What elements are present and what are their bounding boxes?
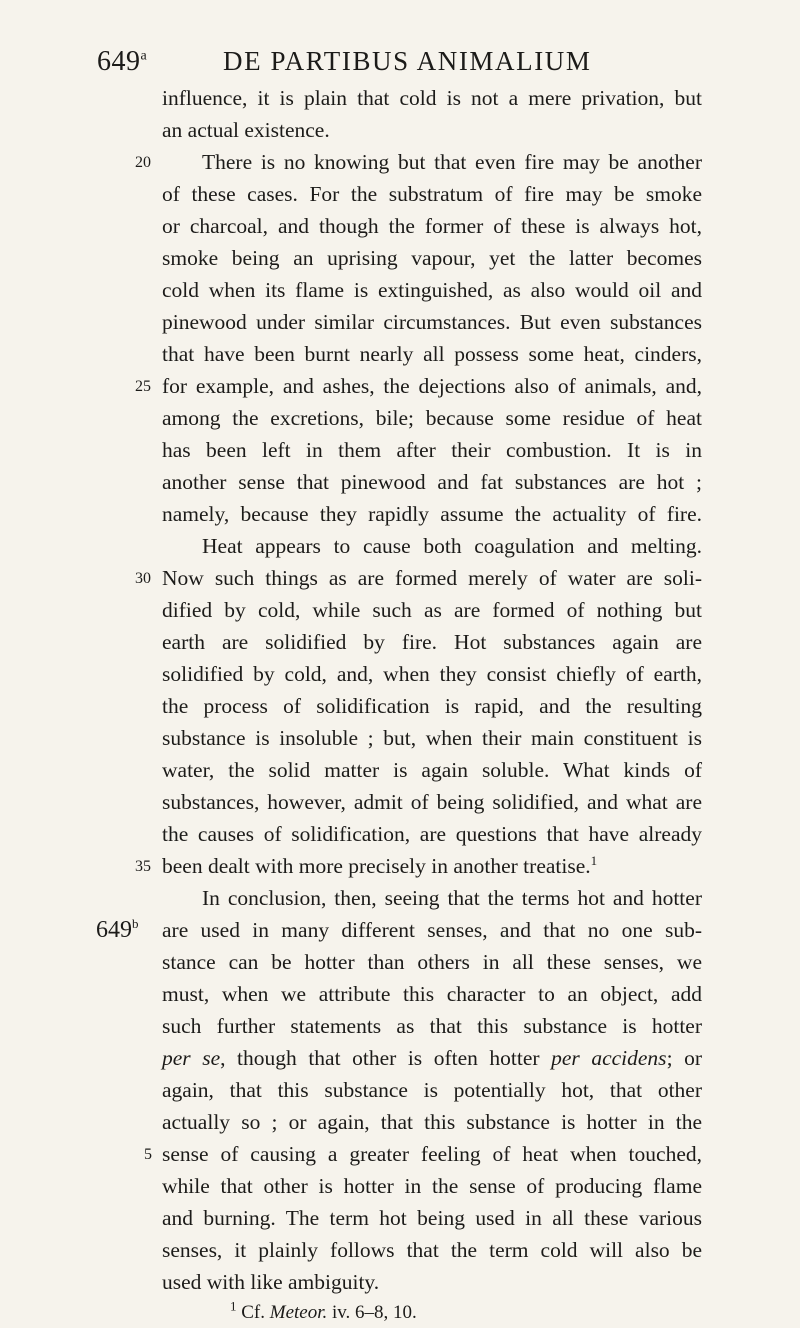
text-line: stance can be hotter than others in all these senses, we [162,950,702,974]
text-line: namely, because they rapidly assume the actuality of fire. [162,502,702,526]
cited-work: Meteor. [269,1302,328,1323]
text-line: 35 been dealt with more precisely in another treatise.$^1$ [0,850,800,882]
text-line: 5 sense of causing a greater feeling of heat when touched, [0,1138,800,1170]
page-number-suffix: a [140,48,148,64]
latin-phrase: per accidens [551,1046,667,1070]
text-line: per se, though that other is often hotter per accidens; or [162,1046,702,1070]
text-line: substances, however, admit of being solidified, and what are [162,790,702,814]
text-line: senses, it plainly follows that the term cold will also be [162,1238,702,1262]
footnote: $^1$ Cf. Meteor. iv. 6–8, 10. [230,1298,417,1323]
text-line: cold when its flame is extinguished, as also would oil and [162,278,702,302]
text-line: while that other is hotter in the sense of producing flame [162,1174,702,1198]
text-line: among the excretions, bile; because some residue of heat [162,406,702,430]
line-number: 25 [135,378,151,395]
text-line: 25 for example, and ashes, the dejections also of animals, and, [0,370,800,402]
text-line: 20 There is no knowing but that even fire may be another [0,146,800,178]
text-line: has been left in them after their combustion. It is in [162,438,702,462]
text-line: that have been burnt nearly all possess some heat, cinders, [162,342,702,366]
body-text [0,82,800,1328]
running-title: DE PARTIBUS ANIMALIUM [223,46,592,76]
footnote-mark: 1 [230,1298,237,1314]
line-number: 35 [135,858,151,875]
text-line: influence, it is plain that cold is not a mere privation, but [162,86,702,110]
text-line: 649$^b$ are used in many different senses, and that no one sub- [0,914,800,946]
text-line: another sense that pinewood and fat substances are hot ; [162,470,702,494]
line-number: 30 [135,570,151,587]
running-head [0,46,800,86]
column-marker-suffix: b [132,916,139,931]
text-line: solidified by cold, and, when they consist chiefly of earth, [162,662,702,686]
text-line: the process of solidification is rapid, and the resulting [162,694,702,718]
text-line: Heat appears to cause both coagulation and melting. [202,534,702,558]
latin-phrase: per se [162,1046,221,1070]
text-line: water, the solid matter is again soluble. What kinds of [162,758,702,782]
text-line: of these cases. For the substratum of fire may be smoke [162,182,702,206]
text-line: substance is insoluble ; but, when their main constituent is [162,726,702,750]
page-number: 649$^a$ [97,46,148,77]
text-line: smoke being an uprising vapour, yet the latter becomes [162,246,702,270]
text-line: pinewood under similar circumstances. But even substances [162,310,702,334]
text-line: used with like ambiguity. [162,1270,380,1294]
text-line: 30 Now such things as are formed merely of water are soli- [0,562,800,594]
line-number: 20 [135,154,151,171]
text-line: actually so ; or again, that this substance is hotter in the [162,1110,702,1134]
text-line: the causes of solidification, are questions that have already [162,822,702,846]
text-line: such further statements as that this substance is hotter [162,1014,702,1038]
text-line: In conclusion, then, seeing that the terms hot and hotter [202,886,702,910]
column-marker: 649$^b$ [96,916,139,943]
footnote-reference: 1 [590,852,598,868]
line-number: 5 [144,1146,152,1163]
text-line: or charcoal, and though the former of these is always hot, [162,214,702,238]
text-line: earth are solidified by fire. Hot substances again are [162,630,702,654]
text-line: dified by cold, while such as are formed of nothing but [162,598,702,622]
text-line: an actual existence. [162,118,330,142]
text-line: must, when we attribute this character to an object, add [162,982,702,1006]
text-line: again, that this substance is potentially hot, that other [162,1078,702,1102]
text-line: and burning. The term hot being used in all these various [162,1206,702,1230]
